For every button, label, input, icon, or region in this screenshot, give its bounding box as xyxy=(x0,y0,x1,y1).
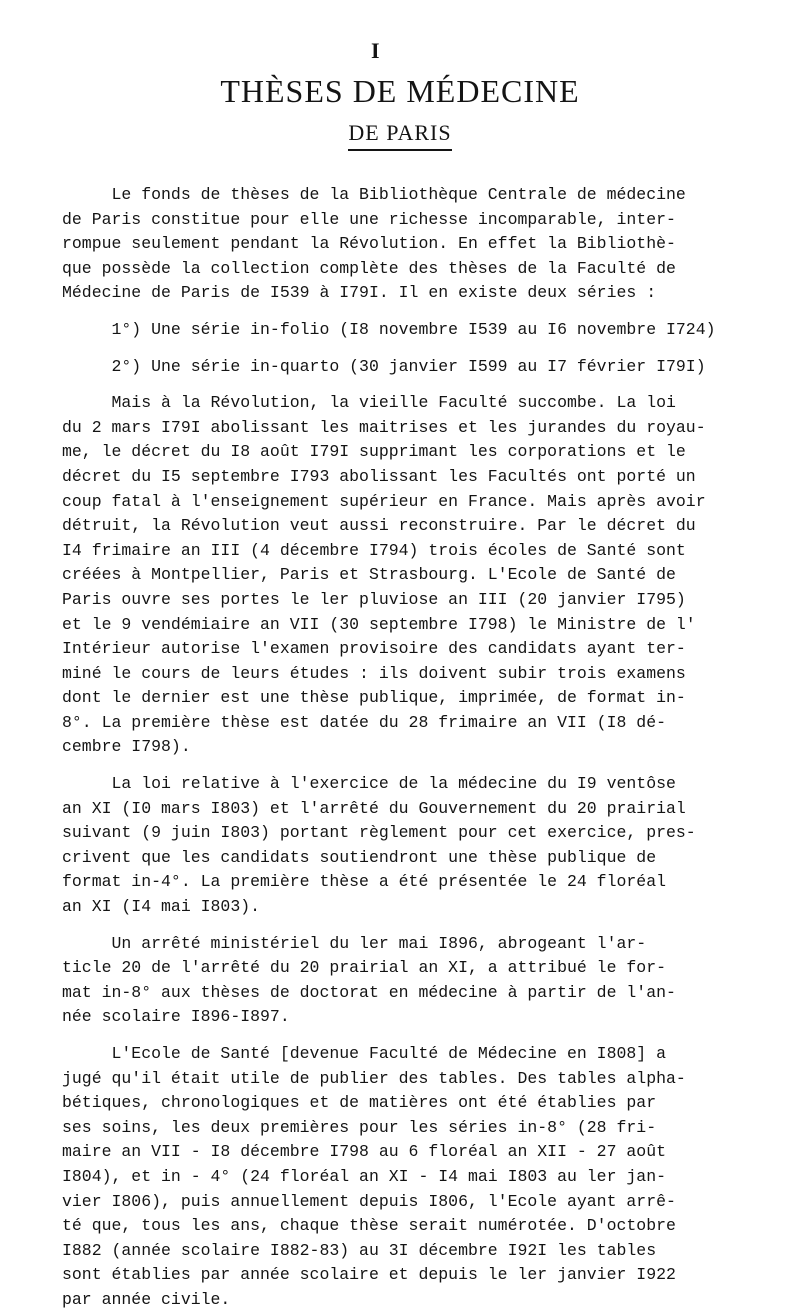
text-line: cembre I798). xyxy=(62,737,191,757)
text-line: du 2 mars I79I abolissant les maitrises et les jurandes du royau- xyxy=(62,417,706,437)
subtitle-text: DE PARIS xyxy=(348,120,451,151)
text-line: té que, tous les ans, chaque thèse serait numérotée. D'octobre xyxy=(62,1216,676,1236)
text-line: 2°) Une série in-quarto (30 janvier I599 au I7 février I79I) xyxy=(62,356,706,376)
paragraph xyxy=(62,318,762,343)
text-line: an XI (I4 mai I803). xyxy=(62,897,261,917)
text-line: Le fonds de thèses de la Bibliothèque Centrale de médecine xyxy=(62,185,686,204)
text-line: me, le décret du I8 août I79I supprimant les corporations et le xyxy=(62,442,686,462)
page-subtitle xyxy=(0,120,800,146)
text-line: bétiques, chronologiques et de matières ont été établies par xyxy=(62,1093,657,1113)
text-line: I4 frimaire an III (4 décembre I794) trois écoles de Santé sont xyxy=(62,540,686,560)
text-line: Paris ouvre ses portes le ler pluviose an III (20 janvier I795) xyxy=(62,589,686,609)
text-line: I882 (année scolaire I882-83) au 3I décembre I92I les tables xyxy=(62,1240,657,1260)
text-line: ses soins, les deux premières pour les séries in-8° (28 fri- xyxy=(62,1117,657,1137)
text-line: détruit, la Révolution veut aussi reconstruire. Par le décret du xyxy=(62,516,696,536)
text-line: mat in-8° aux thèses de doctorat en médecine à partir de l'an- xyxy=(62,982,676,1002)
text-line: et le 9 vendémiaire an VII (30 septembre I798) le Ministre de l' xyxy=(62,614,696,634)
paragraph xyxy=(62,355,762,380)
text-line: crivent que les candidats soutiendront une thèse publique de xyxy=(62,847,657,867)
text-line: La loi relative à l'exercice de la médecine du I9 ventôse xyxy=(62,774,676,794)
text-line: née scolaire I896-I897. xyxy=(62,1007,290,1027)
text-line: Un arrêté ministériel du ler mai I896, abrogeant l'ar- xyxy=(62,933,647,953)
text-line: suivant (9 juin I803) portant règlement pour cet exercice, pres- xyxy=(62,823,696,843)
text-line: créées à Montpellier, Paris et Strasbourg. L'Ecole de Santé de xyxy=(62,565,676,585)
paragraph xyxy=(62,391,762,760)
text-line: rompue seulement pendant la Révolution. En effet la Bibliothè- xyxy=(62,234,676,254)
text-line: an XI (I0 mars I803) et l'arrêté du Gouvernement du 20 prairial xyxy=(62,798,686,818)
text-line: format in-4°. La première thèse a été présentée le 24 floréal xyxy=(62,872,666,892)
text-line: dont le dernier est une thèse publique, imprimée, de format in- xyxy=(62,688,686,708)
paragraph xyxy=(62,183,762,306)
text-line: décret du I5 septembre I793 abolissant les Facultés ont porté un xyxy=(62,466,696,486)
paragraph xyxy=(62,1042,762,1313)
paragraph xyxy=(62,932,762,1030)
text-line: ticle 20 de l'arrêté du 20 prairial an XI, a attribué le for- xyxy=(62,958,666,978)
text-line: maire an VII - I8 décembre I798 au 6 floréal an XII - 27 août xyxy=(62,1142,666,1162)
text-line: Médecine de Paris de I539 à I79I. Il en existe deux séries : xyxy=(62,283,657,303)
text-line: de Paris constitue pour elle une richesse incomparable, inter- xyxy=(62,209,676,229)
text-line: vier I806), puis annuellement depuis I806, l'Ecole ayant arrê- xyxy=(62,1191,676,1211)
text-line: Mais à la Révolution, la vieille Faculté succombe. La loi xyxy=(62,393,676,413)
text-line: par année civile. xyxy=(62,1289,231,1309)
text-line: jugé qu'il était utile de publier des tables. Des tables alpha- xyxy=(62,1068,686,1088)
text-line: que possède la collection complète des thèses de la Faculté de xyxy=(62,258,676,278)
paragraph xyxy=(62,772,762,920)
text-line: miné le cours de leurs études : ils doivent subir trois examens xyxy=(62,663,686,683)
text-line: L'Ecole de Santé [devenue Faculté de Médecine en I808] a xyxy=(62,1044,666,1063)
text-line: Intérieur autorise l'examen provisoire des candidats ayant ter- xyxy=(62,639,686,659)
body-text xyxy=(62,183,762,1313)
page-title: THÈSES DE MÉDECINE xyxy=(220,73,580,109)
text-line: 1°) Une série in-folio (I8 novembre I539 au I6 novembre I724) xyxy=(62,319,716,339)
text-line: coup fatal à l'enseignement supérieur en France. Mais après avoir xyxy=(62,491,706,511)
text-line: 8°. La première thèse est datée du 28 frimaire an VII (I8 dé- xyxy=(62,712,666,732)
text-line: sont établies par année scolaire et depuis le ler janvier I922 xyxy=(62,1265,676,1285)
page-number: I xyxy=(371,38,380,63)
text-line: I804), et in - 4° (24 floréal an XI - I4 mai I803 au ler jan- xyxy=(62,1166,666,1186)
